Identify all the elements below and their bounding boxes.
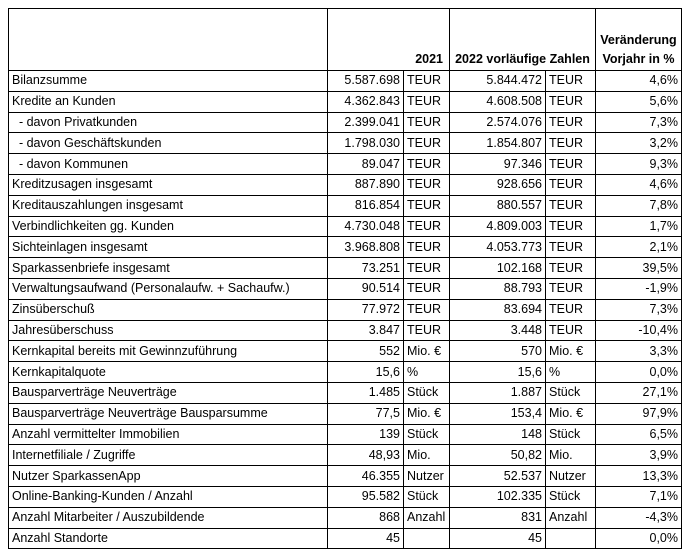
value-2022: 45 xyxy=(450,528,546,549)
row-label: Bilanzsumme xyxy=(9,71,328,92)
unit-2022: Mio. € xyxy=(546,341,596,362)
value-2021: 73.251 xyxy=(328,258,404,279)
row-label: Kernkapital bereits mit Gewinnzuführung xyxy=(9,341,328,362)
table-row xyxy=(9,382,682,403)
row-label: Anzahl Mitarbeiter / Auszubildende xyxy=(9,507,328,528)
value-2021: 868 xyxy=(328,507,404,528)
row-label: Bausparverträge Neuverträge Bausparsumme xyxy=(9,403,328,424)
table-row xyxy=(9,278,682,299)
row-label: Anzahl Standorte xyxy=(9,528,328,549)
unit-2022: TEUR xyxy=(546,278,596,299)
unit-2021: TEUR xyxy=(404,195,450,216)
row-label: Sparkassenbriefe insgesamt xyxy=(9,258,328,279)
change-percent: -1,9% xyxy=(596,278,682,299)
unit-2022 xyxy=(546,528,596,549)
unit-2021 xyxy=(404,528,450,549)
unit-2021: Nutzer xyxy=(404,466,450,487)
value-2021: 1.485 xyxy=(328,382,404,403)
change-percent: 97,9% xyxy=(596,403,682,424)
unit-2021: Stück xyxy=(404,486,450,507)
unit-2021: TEUR xyxy=(404,112,450,133)
table-row xyxy=(9,486,682,507)
table-row xyxy=(9,154,682,175)
row-label: Verbindlichkeiten gg. Kunden xyxy=(9,216,328,237)
value-2021: 77,5 xyxy=(328,403,404,424)
table-row xyxy=(9,195,682,216)
unit-2022: Mio. xyxy=(546,445,596,466)
header-2021: 2021 xyxy=(328,9,450,71)
unit-2022: Anzahl xyxy=(546,507,596,528)
change-percent: 27,1% xyxy=(596,382,682,403)
row-label: Bausparverträge Neuverträge xyxy=(9,382,328,403)
value-2021: 48,93 xyxy=(328,445,404,466)
row-label: Verwaltungsaufwand (Personalaufw. + Sachaufw.) xyxy=(9,278,328,299)
value-2021: 77.972 xyxy=(328,299,404,320)
table-row xyxy=(9,216,682,237)
unit-2022: Stück xyxy=(546,424,596,445)
table-row xyxy=(9,528,682,549)
unit-2021: Mio. € xyxy=(404,403,450,424)
value-2022: 1.887 xyxy=(450,382,546,403)
value-2021: 139 xyxy=(328,424,404,445)
table-row xyxy=(9,320,682,341)
value-2021: 816.854 xyxy=(328,195,404,216)
table-row xyxy=(9,403,682,424)
value-2022: 880.557 xyxy=(450,195,546,216)
change-percent: 3,2% xyxy=(596,133,682,154)
unit-2021: TEUR xyxy=(404,216,450,237)
change-percent: 4,6% xyxy=(596,71,682,92)
value-2021: 95.582 xyxy=(328,486,404,507)
row-label: Kreditauszahlungen insgesamt xyxy=(9,195,328,216)
change-percent: 3,3% xyxy=(596,341,682,362)
unit-2022: Stück xyxy=(546,486,596,507)
row-label: Jahresüberschuss xyxy=(9,320,328,341)
change-percent: -4,3% xyxy=(596,507,682,528)
value-2022: 153,4 xyxy=(450,403,546,424)
change-percent: 3,9% xyxy=(596,445,682,466)
table-header-row xyxy=(9,9,682,71)
table-row xyxy=(9,507,682,528)
unit-2022: TEUR xyxy=(546,112,596,133)
value-2021: 4.362.843 xyxy=(328,91,404,112)
change-percent: 5,6% xyxy=(596,91,682,112)
unit-2021: TEUR xyxy=(404,320,450,341)
unit-2021: TEUR xyxy=(404,91,450,112)
value-2022: 52.537 xyxy=(450,466,546,487)
unit-2021: Mio. xyxy=(404,445,450,466)
change-percent: 0,0% xyxy=(596,528,682,549)
change-percent: 7,3% xyxy=(596,112,682,133)
unit-2021: TEUR xyxy=(404,154,450,175)
table-row xyxy=(9,91,682,112)
value-2022: 4.608.508 xyxy=(450,91,546,112)
value-2021: 45 xyxy=(328,528,404,549)
table-row xyxy=(9,362,682,383)
unit-2021: Anzahl xyxy=(404,507,450,528)
table-row xyxy=(9,237,682,258)
value-2022: 102.168 xyxy=(450,258,546,279)
row-label: - davon Geschäftskunden xyxy=(9,133,328,154)
table-row xyxy=(9,466,682,487)
row-label: - davon Kommunen xyxy=(9,154,328,175)
unit-2022: TEUR xyxy=(546,195,596,216)
value-2021: 4.730.048 xyxy=(328,216,404,237)
row-label: Anzahl vermittelter Immobilien xyxy=(9,424,328,445)
value-2021: 46.355 xyxy=(328,466,404,487)
value-2022: 1.854.807 xyxy=(450,133,546,154)
value-2022: 83.694 xyxy=(450,299,546,320)
unit-2022: TEUR xyxy=(546,216,596,237)
value-2021: 89.047 xyxy=(328,154,404,175)
unit-2022: Nutzer xyxy=(546,466,596,487)
unit-2022: Stück xyxy=(546,382,596,403)
table-row xyxy=(9,133,682,154)
table-row xyxy=(9,299,682,320)
unit-2021: TEUR xyxy=(404,174,450,195)
unit-2022: TEUR xyxy=(546,299,596,320)
value-2022: 50,82 xyxy=(450,445,546,466)
unit-2022: TEUR xyxy=(546,320,596,341)
row-label: Internetfiliale / Zugriffe xyxy=(9,445,328,466)
change-percent: 9,3% xyxy=(596,154,682,175)
value-2022: 15,6 xyxy=(450,362,546,383)
value-2022: 831 xyxy=(450,507,546,528)
unit-2022: TEUR xyxy=(546,258,596,279)
change-percent: 1,7% xyxy=(596,216,682,237)
row-label: Zinsüberschuß xyxy=(9,299,328,320)
table-row xyxy=(9,258,682,279)
value-2021: 15,6 xyxy=(328,362,404,383)
row-label: Kreditzusagen insgesamt xyxy=(9,174,328,195)
unit-2021: TEUR xyxy=(404,299,450,320)
change-percent: 6,5% xyxy=(596,424,682,445)
table-row xyxy=(9,71,682,92)
value-2021: 3.968.808 xyxy=(328,237,404,258)
value-2021: 2.399.041 xyxy=(328,112,404,133)
change-percent: 4,6% xyxy=(596,174,682,195)
value-2021: 887.890 xyxy=(328,174,404,195)
unit-2022: TEUR xyxy=(546,174,596,195)
value-2022: 102.335 xyxy=(450,486,546,507)
unit-2021: TEUR xyxy=(404,278,450,299)
change-percent: 7,3% xyxy=(596,299,682,320)
unit-2022: TEUR xyxy=(546,237,596,258)
table-row xyxy=(9,424,682,445)
value-2022: 2.574.076 xyxy=(450,112,546,133)
header-2022: 2022 vorläufige Zahlen xyxy=(450,9,596,71)
unit-2021: % xyxy=(404,362,450,383)
unit-2021: TEUR xyxy=(404,258,450,279)
row-label: Kredite an Kunden xyxy=(9,91,328,112)
row-label: Online-Banking-Kunden / Anzahl xyxy=(9,486,328,507)
value-2021: 90.514 xyxy=(328,278,404,299)
value-2021: 552 xyxy=(328,341,404,362)
change-percent: 0,0% xyxy=(596,362,682,383)
row-label: Kernkapitalquote xyxy=(9,362,328,383)
unit-2021: Stück xyxy=(404,382,450,403)
value-2022: 570 xyxy=(450,341,546,362)
value-2022: 97.346 xyxy=(450,154,546,175)
unit-2022: TEUR xyxy=(546,133,596,154)
change-percent: 7,1% xyxy=(596,486,682,507)
header-label xyxy=(9,9,328,71)
change-percent: 7,8% xyxy=(596,195,682,216)
value-2022: 3.448 xyxy=(450,320,546,341)
change-percent: 39,5% xyxy=(596,258,682,279)
row-label: Sichteinlagen insgesamt xyxy=(9,237,328,258)
unit-2022: TEUR xyxy=(546,154,596,175)
value-2022: 5.844.472 xyxy=(450,71,546,92)
key-figures-table xyxy=(8,8,682,549)
unit-2021: TEUR xyxy=(404,237,450,258)
row-label: Nutzer SparkassenApp xyxy=(9,466,328,487)
table-row xyxy=(9,112,682,133)
table-row xyxy=(9,174,682,195)
value-2022: 4.053.773 xyxy=(450,237,546,258)
unit-2022: TEUR xyxy=(546,91,596,112)
unit-2021: TEUR xyxy=(404,133,450,154)
change-percent: 2,1% xyxy=(596,237,682,258)
table-row xyxy=(9,445,682,466)
unit-2022: Mio. € xyxy=(546,403,596,424)
header-change: Veränderung Vorjahr in % xyxy=(596,9,682,71)
row-label: - davon Privatkunden xyxy=(9,112,328,133)
value-2021: 3.847 xyxy=(328,320,404,341)
unit-2022: TEUR xyxy=(546,71,596,92)
unit-2021: Mio. € xyxy=(404,341,450,362)
unit-2021: Stück xyxy=(404,424,450,445)
value-2021: 5.587.698 xyxy=(328,71,404,92)
value-2022: 148 xyxy=(450,424,546,445)
change-percent: -10,4% xyxy=(596,320,682,341)
unit-2021: TEUR xyxy=(404,71,450,92)
table-body xyxy=(9,71,682,549)
value-2022: 928.656 xyxy=(450,174,546,195)
value-2022: 4.809.003 xyxy=(450,216,546,237)
unit-2022: % xyxy=(546,362,596,383)
change-percent: 13,3% xyxy=(596,466,682,487)
report-table-container xyxy=(8,8,682,549)
value-2022: 88.793 xyxy=(450,278,546,299)
table-row xyxy=(9,341,682,362)
value-2021: 1.798.030 xyxy=(328,133,404,154)
